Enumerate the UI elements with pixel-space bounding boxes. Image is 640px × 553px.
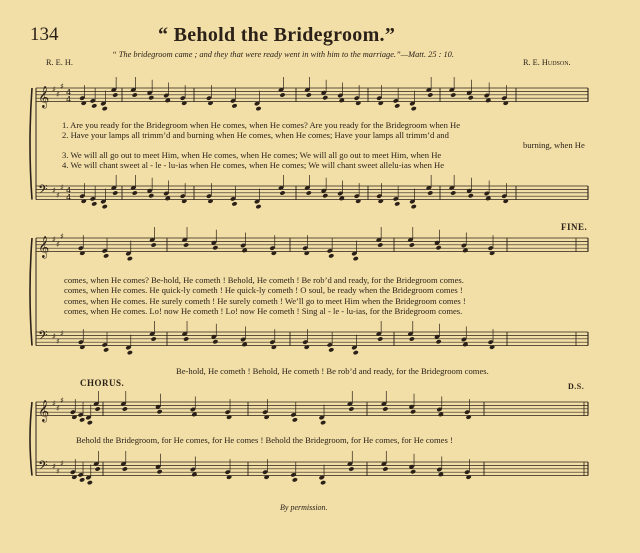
notehead — [394, 201, 400, 206]
notehead — [122, 466, 128, 471]
ds-marking: D.S. — [568, 382, 585, 391]
notehead — [212, 339, 218, 344]
chorus-lyric: Behold the Bridegroom, for He comes, for He comes ! Behold the Bridegroom, for He comes, for He comes ! — [76, 435, 453, 445]
notehead — [427, 190, 433, 195]
notehead — [394, 103, 400, 108]
notehead — [91, 103, 97, 108]
treble-clef: 𝄞 — [38, 236, 50, 258]
notehead — [292, 417, 298, 422]
key-signature-sharps: ♯ — [60, 183, 64, 192]
notehead — [411, 106, 417, 111]
notehead — [103, 253, 109, 258]
notehead — [127, 256, 133, 261]
notehead — [382, 406, 388, 411]
notehead — [279, 92, 285, 97]
key-signature-sharps: ♯ — [56, 191, 60, 200]
verse-2-refrain: comes, when He comes. He quick-ly cometh ! He quick-ly cometh ! O soul, be ready when the Bridegroom comes ! — [64, 285, 463, 295]
notehead — [279, 190, 285, 195]
bass-clef: 𝄢 — [38, 458, 48, 476]
time-signature: 4 — [66, 193, 72, 202]
notehead — [79, 417, 85, 422]
bass-clef: 𝄢 — [38, 328, 48, 346]
verse-2-line: 2. Have your lamps all trimm’d and burning when He comes, when He comes; Have your lamps all trimm’d and — [62, 130, 449, 140]
notehead — [151, 336, 157, 341]
key-signature-sharps: ♯ — [52, 399, 56, 408]
key-signature-sharps: ♯ — [60, 459, 64, 468]
brace — [30, 402, 32, 476]
notehead — [320, 480, 326, 485]
notehead — [157, 409, 163, 414]
key-signature-sharps: ♯ — [60, 232, 64, 241]
key-signature-sharps: ♯ — [56, 467, 60, 476]
notehead — [450, 92, 456, 97]
notehead — [183, 336, 189, 341]
notehead — [242, 342, 248, 347]
notehead — [462, 342, 468, 347]
notehead — [122, 406, 128, 411]
notehead — [438, 472, 444, 477]
notehead — [165, 98, 171, 103]
notehead — [87, 480, 93, 485]
notehead — [328, 253, 334, 258]
notehead — [328, 347, 334, 352]
notehead — [353, 350, 359, 355]
key-signature-sharps: ♯ — [52, 332, 56, 341]
notehead — [410, 469, 416, 474]
page-number: 134 — [30, 24, 59, 45]
notehead — [468, 193, 474, 198]
notehead — [485, 98, 491, 103]
notehead — [377, 242, 383, 247]
notehead — [151, 242, 157, 247]
notehead — [485, 196, 491, 201]
verse-3-line: 3. We will all go out to meet Him, when He comes, when He comes; We will all go out to meet Him, when He — [62, 150, 442, 160]
notehead — [292, 477, 298, 482]
notehead — [231, 201, 237, 206]
bass-clef: 𝄢 — [38, 182, 48, 200]
notehead — [320, 420, 326, 425]
key-signature-sharps: ♯ — [52, 186, 56, 195]
time-signature: 4 — [66, 95, 72, 104]
notehead — [468, 95, 474, 100]
notehead — [127, 350, 133, 355]
notehead — [132, 92, 138, 97]
notehead — [427, 92, 433, 97]
notehead — [436, 339, 442, 344]
notehead — [95, 406, 101, 411]
notehead — [450, 190, 456, 195]
composer-credit: R. E. Hudson. — [523, 58, 571, 67]
notehead — [212, 245, 218, 250]
key-signature-sharps: ♯ — [56, 337, 60, 346]
notehead — [132, 190, 138, 195]
brace — [30, 238, 32, 346]
notehead — [348, 466, 354, 471]
notehead — [438, 412, 444, 417]
notehead — [112, 92, 118, 97]
notehead — [409, 336, 415, 341]
notehead — [255, 204, 261, 209]
verse-1-refrain: comes, when He comes? Be-hold, He cometh ! Behold, He cometh ! Be rob’d and ready, for the Bridegroom comes. — [64, 275, 464, 285]
notehead — [157, 469, 163, 474]
notehead — [462, 248, 468, 253]
verse-4-line: 4. We will chant sweet al - le - lu-ias when He comes, when He comes; We will chant sweet allelu-ias when He — [62, 160, 445, 170]
lyricist-credit: R. E. H. — [46, 58, 73, 67]
key-signature-sharps: ♯ — [60, 82, 64, 91]
notehead — [112, 190, 118, 195]
notehead — [95, 466, 101, 471]
scripture-epigraph: “ The bridegroom came ; and they that were ready went in with him to the marriage.”—Matt. 25 : 10. — [112, 50, 454, 59]
notehead — [148, 95, 154, 100]
notehead — [102, 106, 108, 111]
notehead — [306, 92, 312, 97]
verse-4-refrain: comes, when He comes. Lo! now He cometh ! Lo! now He cometh ! Sing al - le - lu-ias, for the Bridegroom comes. — [64, 306, 463, 316]
notehead — [339, 98, 345, 103]
notehead — [377, 336, 383, 341]
bass-refrain-lyric: Be-hold, He cometh ! Behold, He cometh ! Be rob’d and ready, for the Bridegroom comes. — [176, 366, 489, 376]
key-signature-sharps: ♯ — [56, 404, 60, 413]
notehead — [410, 409, 416, 414]
time-signature: 4 — [66, 88, 72, 97]
notehead — [79, 477, 85, 482]
notehead — [436, 245, 442, 250]
fine-marking: FINE. — [561, 222, 588, 232]
notehead — [306, 190, 312, 195]
treble-clef: 𝄞 — [38, 400, 50, 422]
notehead — [87, 420, 93, 425]
notehead — [255, 106, 261, 111]
notehead — [409, 242, 415, 247]
notehead — [165, 196, 171, 201]
notehead — [91, 201, 97, 206]
verse-1-line: 1. Are you ready for the Bridegroom when He comes, when He comes? Are you ready for the Bridegroom when He — [62, 120, 461, 130]
notehead — [191, 412, 197, 417]
notehead — [231, 103, 237, 108]
notehead — [411, 204, 417, 209]
notehead — [382, 466, 388, 471]
time-signature: 4 — [66, 186, 72, 195]
key-signature-sharps: ♯ — [56, 90, 60, 99]
notehead — [183, 242, 189, 247]
verse-3-refrain: comes, when He comes. He surely cometh ! He surely cometh ! We’ll go to meet Him when the Bridegroom comes ! — [64, 296, 466, 306]
notehead — [322, 95, 328, 100]
notehead — [102, 204, 108, 209]
key-signature-sharps: ♯ — [56, 240, 60, 249]
key-signature-sharps: ♯ — [52, 462, 56, 471]
notehead — [242, 248, 248, 253]
notehead — [348, 406, 354, 411]
notehead — [322, 193, 328, 198]
notehead — [353, 256, 359, 261]
key-signature-sharps: ♯ — [52, 235, 56, 244]
key-signature-sharps: ♯ — [52, 85, 56, 94]
notehead — [339, 196, 345, 201]
chorus-heading: CHORUS. — [80, 378, 125, 388]
key-signature-sharps: ♯ — [60, 329, 64, 338]
notehead — [103, 347, 109, 352]
permission-footnote: By permission. — [280, 503, 328, 512]
key-signature-sharps: ♯ — [60, 396, 64, 405]
notehead — [148, 193, 154, 198]
notehead — [191, 472, 197, 477]
brace — [30, 88, 32, 200]
hymn-title: “ Behold the Bridegroom.” — [158, 24, 396, 46]
treble-clef: 𝄞 — [38, 86, 50, 108]
verse-2-continuation: burning, when He — [523, 140, 585, 150]
